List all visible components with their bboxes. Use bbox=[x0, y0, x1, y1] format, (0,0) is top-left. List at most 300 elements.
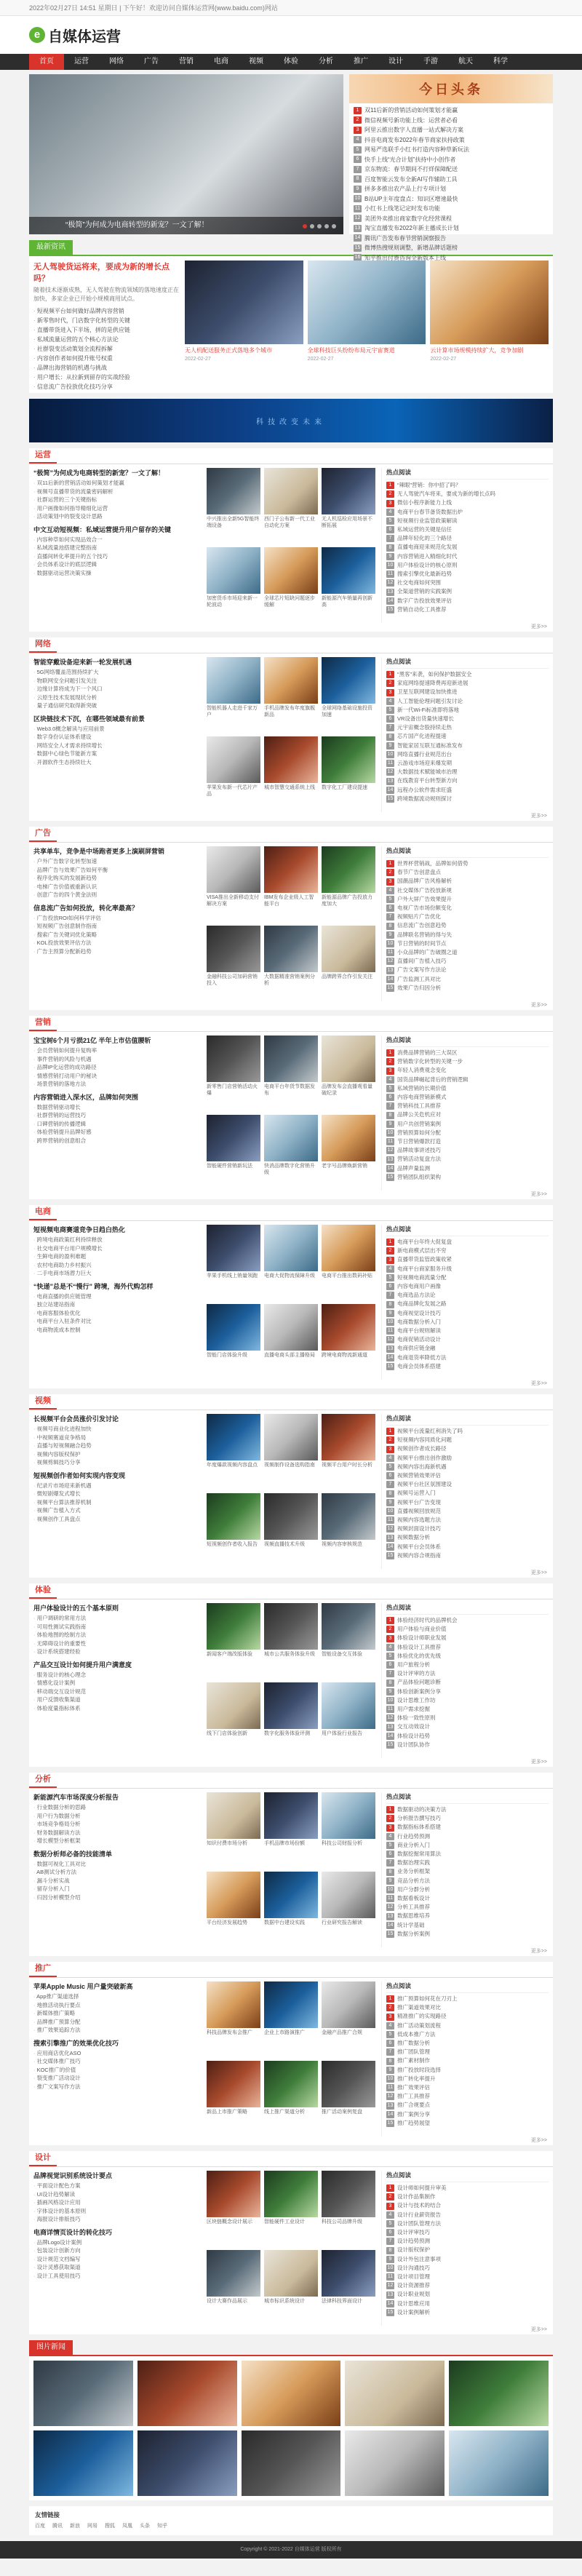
section-list-item[interactable]: · 独立站建站指南 bbox=[33, 1300, 201, 1309]
section-list-item[interactable]: · AB测试分析方法 bbox=[33, 1868, 201, 1877]
tile-caption[interactable]: 视频内容审核规范 bbox=[322, 1542, 362, 1547]
more-link[interactable]: 更多>> bbox=[29, 2136, 553, 2145]
hot-read-item-title[interactable]: 体验设计师职业发展 bbox=[397, 1634, 447, 1642]
section-list-item[interactable]: · 海报设计排版技巧 bbox=[33, 2215, 201, 2224]
hot-read-item-title[interactable]: 营销团队组织架构 bbox=[397, 1173, 441, 1180]
friend-link[interactable]: 头条 bbox=[140, 2524, 150, 2529]
hot-read-item-title[interactable]: 电商视觉设计技巧 bbox=[397, 1309, 441, 1316]
section-list-item[interactable]: · 漏斗分析实战 bbox=[33, 1877, 201, 1885]
hot-read-item[interactable] bbox=[386, 1859, 549, 1867]
section-list-item[interactable]: · 体验营销提升品牌好感 bbox=[33, 1128, 201, 1137]
hot-read-item-title[interactable]: 视频平台推出创作激励 bbox=[397, 1454, 452, 1461]
hot-read-item[interactable] bbox=[386, 1841, 549, 1850]
section-list-item[interactable]: · 用户反馈收集渠道 bbox=[33, 1696, 201, 1704]
hot-read-item[interactable] bbox=[386, 597, 549, 605]
hot-read-item-title[interactable]: 社交媒体广告投放新规 bbox=[397, 886, 452, 894]
tile-image[interactable] bbox=[207, 1981, 260, 2028]
tile-image[interactable] bbox=[264, 468, 318, 514]
latest-card-image[interactable] bbox=[430, 261, 549, 344]
hot-read-item-title[interactable]: 人工智能伦理问题引发讨论 bbox=[397, 697, 463, 704]
slider-dot[interactable] bbox=[332, 224, 336, 228]
hot-read-item-title[interactable]: 设计项目管理 bbox=[397, 2273, 430, 2281]
tile-image[interactable] bbox=[322, 2250, 375, 2297]
more-link[interactable]: 更多>> bbox=[29, 812, 553, 821]
hot-read-item[interactable] bbox=[386, 1146, 549, 1155]
tile-image[interactable] bbox=[264, 1035, 318, 1082]
hot-read-item-title[interactable]: 私域营销的长期价值 bbox=[397, 1084, 447, 1092]
nav-item[interactable]: 运营 bbox=[74, 57, 89, 65]
friend-link[interactable]: 百度 bbox=[35, 2524, 45, 2529]
latest-item[interactable]: · 社群裂变活动策划全流程拆解 bbox=[33, 344, 179, 354]
hot-read-item-title[interactable]: 直播视频回放规范 bbox=[397, 1507, 441, 1514]
hot-read-item[interactable] bbox=[386, 1832, 549, 1841]
hot-read-item[interactable] bbox=[386, 2056, 549, 2065]
hot-read-item-title[interactable]: 营销活动复盘方法 bbox=[397, 1156, 441, 1163]
hot-read-item[interactable] bbox=[386, 1282, 549, 1291]
hot-read-item-title[interactable]: 视频营销效果评估 bbox=[397, 1472, 441, 1479]
section-list-item[interactable]: · 网络安全人才需求持续增长 bbox=[33, 742, 201, 750]
hot-read-item-title[interactable]: 消费品牌营销的三大误区 bbox=[397, 1049, 458, 1056]
hot-read-item[interactable] bbox=[386, 1066, 549, 1075]
hot-read-item-title[interactable]: 设计师如何提升审美 bbox=[397, 2185, 447, 2191]
hot-read-item[interactable] bbox=[386, 561, 549, 570]
tile-caption[interactable]: 城市标识系统设计 bbox=[264, 2299, 305, 2304]
hot-read-item[interactable] bbox=[386, 1714, 549, 1722]
hot-read-item[interactable] bbox=[386, 1507, 549, 1516]
hot-read-item-title[interactable]: 智能家居互联互通标准发布 bbox=[397, 742, 463, 749]
hot-read-item[interactable] bbox=[386, 2237, 549, 2246]
hot-read-item[interactable] bbox=[386, 1427, 549, 1436]
hot-read-item-title[interactable]: 视频贴片广告优化 bbox=[397, 913, 441, 921]
slider-dot[interactable] bbox=[303, 224, 307, 228]
tile-image[interactable] bbox=[207, 547, 260, 594]
hot-read-item[interactable] bbox=[386, 715, 549, 723]
hot-read-item[interactable] bbox=[386, 1318, 549, 1327]
section-list-item[interactable]: · 物联网安全问题引发关注 bbox=[33, 677, 201, 685]
hot-read-item-title[interactable]: 直播间广告植入技巧 bbox=[397, 958, 447, 965]
tile-caption[interactable]: 视频制作设备选购指南 bbox=[264, 1463, 315, 1468]
hot-read-item[interactable] bbox=[386, 1705, 549, 1714]
hot-read-item[interactable] bbox=[386, 921, 549, 930]
hot-read-item[interactable] bbox=[386, 2075, 549, 2083]
tile-image[interactable] bbox=[264, 547, 318, 594]
hot-read-item-title[interactable]: 电商平台规则解读 bbox=[397, 1327, 441, 1335]
section-headline[interactable]: 长视频平台会员涨价引发讨论 bbox=[33, 1415, 119, 1423]
tile-image[interactable] bbox=[264, 2171, 318, 2217]
hot-read-item-title[interactable]: 广告监测工具对比 bbox=[397, 975, 441, 982]
hot-read-item[interactable] bbox=[386, 481, 549, 490]
section-title[interactable]: 分析 bbox=[29, 1773, 57, 1788]
tile-caption[interactable]: 数字化工厂建设提速 bbox=[322, 785, 367, 790]
slider-dot[interactable] bbox=[317, 224, 322, 228]
image-tile[interactable] bbox=[207, 2171, 260, 2246]
hot-read-item[interactable] bbox=[386, 2246, 549, 2254]
hot-read-item-title[interactable]: 设计案例解析 bbox=[397, 2308, 430, 2315]
hot-read-item[interactable] bbox=[386, 1076, 549, 1084]
section-list-item[interactable]: · 视频广告植入方式 bbox=[33, 1506, 201, 1515]
hot-read-item[interactable] bbox=[386, 2201, 549, 2210]
hot-read-item-title[interactable]: 视频平台流量红利消失了吗 bbox=[397, 1428, 463, 1434]
hot-item[interactable] bbox=[354, 194, 549, 204]
image-tile[interactable] bbox=[264, 2250, 318, 2326]
hot-read-item-title[interactable]: 视频数据分析 bbox=[397, 1534, 430, 1541]
tile-caption[interactable]: 视频平台用户时长分析 bbox=[322, 1463, 372, 1468]
section-headline[interactable]: “极简”为何成为电商转型的新宠？一文了解！ bbox=[33, 469, 165, 477]
tile-image[interactable] bbox=[322, 1603, 375, 1650]
section-list-item[interactable]: · 口碑营销的传播逻辑 bbox=[33, 1120, 201, 1129]
section-list-item[interactable]: · 移动端交互设计规范 bbox=[33, 1687, 201, 1696]
tile-caption[interactable]: 新品上市推广策略 bbox=[207, 2110, 247, 2115]
hot-read-item[interactable] bbox=[386, 1634, 549, 1642]
tile-image[interactable] bbox=[264, 846, 318, 893]
hot-item-title[interactable]: 微信视频号新功能上线：运营者必看 bbox=[364, 116, 458, 124]
tile-image[interactable] bbox=[207, 926, 260, 972]
hot-read-item[interactable] bbox=[386, 750, 549, 759]
tile-caption[interactable]: IBM发布企业级人工智能平台 bbox=[264, 895, 314, 907]
image-tile[interactable] bbox=[264, 2061, 318, 2136]
tile-image[interactable] bbox=[322, 1792, 375, 1839]
hot-read-item[interactable] bbox=[386, 2184, 549, 2193]
section-headline[interactable]: 苹果Apple Music 用户量突破新高 bbox=[33, 1983, 133, 1990]
more-link[interactable]: 更多>> bbox=[29, 1380, 553, 1388]
tile-image[interactable] bbox=[207, 1414, 260, 1460]
section-list-item[interactable]: · 推广文案写作方法 bbox=[33, 2083, 201, 2091]
section-list-item[interactable]: · 程序化购买的发展新趋势 bbox=[33, 874, 201, 883]
hot-read-item-title[interactable]: 大数据技术赋能城市治理 bbox=[397, 768, 458, 776]
tile-image[interactable] bbox=[322, 1304, 375, 1351]
section-list-item[interactable]: · 微短剧爆发式增长 bbox=[33, 1490, 201, 1498]
hot-read-item-title[interactable]: 电商数据分析入门 bbox=[397, 1318, 441, 1325]
hot-read-item[interactable] bbox=[386, 1894, 549, 1903]
hot-read-item[interactable] bbox=[386, 1362, 549, 1371]
image-tile[interactable] bbox=[264, 468, 318, 544]
section-headline[interactable]: 短视频电商赛道竞争日趋白热化 bbox=[33, 1226, 126, 1233]
image-tile[interactable] bbox=[264, 1414, 318, 1490]
hot-read-item[interactable] bbox=[386, 957, 549, 966]
tile-caption[interactable]: 智能机器人走进千家万户 bbox=[207, 706, 258, 717]
tile-caption[interactable]: 数字化服务体验评测 bbox=[264, 1731, 310, 1736]
hot-read-item-title[interactable]: 营销预算如何分配 bbox=[397, 1129, 441, 1136]
image-tile[interactable] bbox=[264, 547, 318, 623]
section-list-item[interactable]: · 视频平台算法推荐机制 bbox=[33, 1498, 201, 1507]
tile-caption[interactable]: 智能设备交互体验 bbox=[322, 1652, 362, 1657]
section-list-item[interactable]: · 新媒体推广策略 bbox=[33, 2009, 201, 2018]
section-list-item[interactable]: · KOC推广的价值 bbox=[33, 2066, 201, 2075]
hot-item-title[interactable]: 腾讯广告发布春节营销洞察报告 bbox=[364, 234, 446, 242]
latest-item[interactable]: · 内容创作者如何提升账号权重 bbox=[33, 354, 179, 363]
hot-read-item[interactable] bbox=[386, 2228, 549, 2237]
hero-slider[interactable] bbox=[29, 74, 343, 234]
section-list-item[interactable]: · App推广渠道选择 bbox=[33, 1992, 201, 2001]
nav-item[interactable]: 网络 bbox=[109, 57, 124, 65]
tile-caption[interactable]: 品牌发布会直播观看量破纪录 bbox=[322, 1084, 372, 1096]
hot-read-item-title[interactable]: 竞品分析方法 bbox=[397, 1877, 430, 1884]
image-tile[interactable] bbox=[207, 926, 260, 1001]
hot-item[interactable] bbox=[354, 145, 549, 155]
tile-image[interactable] bbox=[264, 1225, 318, 1271]
nav-item[interactable]: 手游 bbox=[423, 57, 438, 65]
more-link[interactable]: 更多>> bbox=[29, 623, 553, 632]
section-list-item[interactable]: · 可用性测试实践指南 bbox=[33, 1623, 201, 1631]
image-tile[interactable] bbox=[264, 2171, 318, 2246]
image-tile[interactable] bbox=[207, 1225, 260, 1300]
tile-image[interactable] bbox=[264, 1981, 318, 2028]
hot-item[interactable] bbox=[354, 135, 549, 146]
tile-image[interactable] bbox=[322, 1225, 375, 1271]
section-list-item[interactable]: · 视频号直播带货的流量密码解析 bbox=[33, 488, 201, 496]
section-list-item[interactable]: · 数字身份认证体系建设 bbox=[33, 733, 201, 742]
ad-banner[interactable]: 科技改变未来 bbox=[29, 399, 553, 442]
nav-item[interactable]: 视频 bbox=[249, 57, 263, 65]
image-tile[interactable] bbox=[322, 1225, 375, 1300]
image-tile[interactable] bbox=[207, 1603, 260, 1679]
hot-read-item-title[interactable]: 全渠道营销的实践案例 bbox=[397, 588, 452, 595]
hot-read-item-title[interactable]: 远程办公软件需求旺盛 bbox=[397, 786, 452, 793]
hot-read-item-title[interactable]: 营销数字化转型的关键一步 bbox=[397, 1058, 463, 1065]
tile-caption[interactable]: 线上推广渠道分析 bbox=[264, 2110, 305, 2115]
hot-read-item-title[interactable]: 直播电商迎来规范化发展 bbox=[397, 544, 458, 551]
tile-caption[interactable]: 西门子公布新一代工业自动化方案 bbox=[264, 517, 315, 528]
section-headline[interactable]: 用户体验设计的五个基本原则 bbox=[33, 1605, 119, 1612]
hot-read-item-title[interactable]: 卫星互联网建设加快推进 bbox=[397, 688, 458, 696]
hot-item-title[interactable]: 拼多多推出农产品上行专项计划 bbox=[364, 186, 446, 192]
hot-read-item[interactable] bbox=[386, 2281, 549, 2290]
nav-item[interactable]: 首页 bbox=[29, 54, 64, 70]
hot-read-item-title[interactable]: 设计评审的方法 bbox=[397, 1670, 436, 1677]
tile-caption[interactable]: 无人机巡检应用场景不断拓展 bbox=[322, 517, 372, 528]
hot-read-item-title[interactable]: 分析工具推荐 bbox=[397, 1904, 430, 1911]
hot-read-item[interactable] bbox=[386, 2273, 549, 2281]
tile-caption[interactable]: 设计大赛作品展示 bbox=[207, 2299, 247, 2304]
tile-image[interactable] bbox=[207, 846, 260, 893]
image-tile[interactable] bbox=[264, 1304, 318, 1380]
hot-read-item[interactable] bbox=[386, 1335, 549, 1344]
friend-link[interactable]: 凤凰 bbox=[122, 2524, 132, 2529]
section-list-item[interactable]: · 电商客服体验优化 bbox=[33, 1309, 201, 1318]
section-list-item[interactable]: · UI设计趋势解读 bbox=[33, 2190, 201, 2199]
hot-read-item[interactable] bbox=[386, 877, 549, 886]
image-tile[interactable] bbox=[322, 468, 375, 544]
section-list-item[interactable]: · 云原生技术发展现状分析 bbox=[33, 693, 201, 702]
hot-read-item-title[interactable]: 视频创作者成长路径 bbox=[397, 1445, 447, 1452]
tile-caption[interactable]: 电商平台推出数码补贴 bbox=[322, 1273, 372, 1279]
hot-item-title[interactable]: 快手上线“光合计划”扶持中小创作者 bbox=[364, 156, 456, 163]
hot-read-item[interactable] bbox=[386, 913, 549, 921]
tile-caption[interactable]: 企业上市路演推广 bbox=[264, 2030, 305, 2035]
image-tile[interactable] bbox=[264, 736, 318, 812]
hot-read-item-title[interactable]: 新电商模式层出不穷 bbox=[397, 1247, 447, 1255]
hot-read-item-title[interactable]: 电商选品方法论 bbox=[397, 1292, 436, 1299]
hot-read-item-title[interactable]: 设计团队管理方法 bbox=[397, 2219, 441, 2227]
hot-read-item-title[interactable]: 视频平台会员体系 bbox=[397, 1543, 441, 1550]
image-tile[interactable] bbox=[322, 846, 375, 922]
nav-item[interactable]: 推广 bbox=[354, 57, 368, 65]
section-list-item[interactable]: · 体验度量指标体系 bbox=[33, 1704, 201, 1713]
hot-read-item-title[interactable]: 国潮品牌广告风格解析 bbox=[397, 878, 452, 885]
image-tile[interactable] bbox=[322, 2250, 375, 2326]
hot-item-title[interactable]: 美团外卖推出商家数字化经营课程 bbox=[364, 215, 452, 222]
tile-image[interactable] bbox=[322, 1872, 375, 1918]
hot-read-item[interactable] bbox=[386, 1164, 549, 1173]
more-link[interactable]: 更多>> bbox=[29, 1190, 553, 1199]
hot-read-item[interactable] bbox=[386, 1353, 549, 1362]
hot-read-item[interactable] bbox=[386, 1850, 549, 1859]
hot-read-item[interactable] bbox=[386, 2119, 549, 2128]
hot-read-item[interactable] bbox=[386, 1309, 549, 1318]
tile-caption[interactable]: 科技公司财报分析 bbox=[322, 1841, 362, 1846]
hot-read-item-title[interactable]: 春节广告创意盘点 bbox=[397, 869, 441, 876]
nav-item[interactable]: 航天 bbox=[458, 57, 473, 65]
tile-caption[interactable]: 新能源汽车销量再创新高 bbox=[322, 596, 372, 608]
section-list-item[interactable]: · 市场竞争格局分析 bbox=[33, 1820, 201, 1829]
image-tile[interactable] bbox=[207, 468, 260, 544]
image-tile[interactable] bbox=[322, 1304, 375, 1380]
hot-item-title[interactable]: 淘宝直播发布2022年新主播成长计划 bbox=[364, 225, 459, 231]
hot-item-title[interactable]: 阿里云推出数字人直播一站式解决方案 bbox=[364, 127, 463, 133]
tile-image[interactable] bbox=[264, 736, 318, 783]
hot-read-item[interactable] bbox=[386, 2022, 549, 2030]
hot-read-item[interactable] bbox=[386, 1102, 549, 1110]
logo[interactable] bbox=[29, 16, 553, 54]
hot-read-item[interactable] bbox=[386, 1543, 549, 1551]
tile-caption[interactable]: 手机品牌发布年度旗舰新品 bbox=[264, 706, 315, 717]
hot-read-item[interactable] bbox=[386, 2012, 549, 2021]
section-list-item[interactable]: · 情感化设计案例 bbox=[33, 1679, 201, 1687]
tile-caption[interactable]: 大数据精准营销案例分析 bbox=[264, 974, 315, 986]
hot-read-item-title[interactable]: 数据分析案例 bbox=[397, 1930, 430, 1937]
hot-item[interactable] bbox=[354, 234, 549, 244]
hot-read-item[interactable] bbox=[386, 742, 549, 750]
hot-read-item[interactable] bbox=[386, 1489, 549, 1498]
latest-item[interactable]: · 新零售时代，门店数字化转型的关键 bbox=[33, 316, 179, 325]
hot-read-item-title[interactable]: 数据指标体系搭建 bbox=[397, 1824, 441, 1831]
hot-read-item-title[interactable]: 电商促销活动设计 bbox=[397, 1336, 441, 1343]
hot-read-item[interactable] bbox=[386, 1661, 549, 1669]
image-tile[interactable] bbox=[322, 1872, 375, 1947]
hot-read-item[interactable] bbox=[386, 1995, 549, 2003]
image-tile[interactable] bbox=[207, 1035, 260, 1111]
hot-item-title[interactable]: 知乎推出付费咨询全新版本上线 bbox=[364, 254, 446, 261]
section-list-item[interactable]: · 社交电商平台用户规模增长 bbox=[33, 1244, 201, 1253]
hot-read-item[interactable] bbox=[386, 1533, 549, 1542]
tile-image[interactable] bbox=[207, 1035, 260, 1082]
tile-caption[interactable]: 城市智慧交通系统上线 bbox=[264, 785, 315, 790]
tile-caption[interactable]: 城市公共服务体验升级 bbox=[264, 1652, 315, 1657]
hot-read-item-title[interactable]: 产品体验问题诊断 bbox=[397, 1679, 441, 1686]
section-list-item[interactable]: · 直播间转化率提升的五个技巧 bbox=[33, 552, 201, 561]
hot-read-item-title[interactable]: 内容电商营销新模式 bbox=[397, 1094, 447, 1101]
section-title[interactable]: 营销 bbox=[29, 1016, 57, 1031]
hot-read-item-title[interactable]: 体验设计工具推荐 bbox=[397, 1643, 441, 1650]
image-tile[interactable] bbox=[264, 1035, 318, 1111]
hot-read-item[interactable] bbox=[386, 1643, 549, 1652]
hot-read-item[interactable] bbox=[386, 1687, 549, 1696]
hot-read-item-title[interactable]: 用户需求挖掘 bbox=[397, 1706, 430, 1713]
hot-read-item-title[interactable]: 推广合规要点 bbox=[397, 2102, 430, 2109]
section-list-item[interactable]: · 品牌IP化运营的成功路径 bbox=[33, 1063, 201, 1072]
hot-read-item-title[interactable]: 设计资源推荐 bbox=[397, 2282, 430, 2289]
tile-caption[interactable]: 全球芯片短缺问题逐步缓解 bbox=[264, 596, 315, 608]
tile-caption[interactable]: 新零售门店营销活动火爆 bbox=[207, 1084, 258, 1096]
hot-read-item-title[interactable]: 品牌年轻化的三个路径 bbox=[397, 535, 452, 542]
tile-image[interactable] bbox=[207, 2171, 260, 2217]
hot-read-item[interactable] bbox=[386, 2308, 549, 2317]
tile-caption[interactable]: 中兴推出全新5G智能终端设备 bbox=[207, 517, 260, 528]
section-list-item[interactable]: · 电商物流成本控制 bbox=[33, 1326, 201, 1335]
pic-news-image[interactable] bbox=[137, 2430, 237, 2496]
image-tile[interactable] bbox=[207, 657, 260, 733]
image-tile[interactable] bbox=[264, 1682, 318, 1758]
hot-read-item-title[interactable]: 国货品牌崛起背后的营销逻辑 bbox=[397, 1076, 469, 1083]
tile-caption[interactable]: 线下门店体验创新 bbox=[207, 1731, 247, 1736]
latest-card[interactable] bbox=[185, 261, 303, 389]
hot-read-item-title[interactable]: 品牌联名营销的得与失 bbox=[397, 931, 452, 938]
section-list-item[interactable]: · 社群运营的三个关键指标 bbox=[33, 496, 201, 504]
hot-read-item-title[interactable]: 品牌公关危机应对 bbox=[397, 1111, 441, 1118]
hot-read-item[interactable] bbox=[386, 1110, 549, 1119]
pic-news-image[interactable] bbox=[33, 2430, 133, 2496]
hot-read-item-title[interactable]: 电商平台春节备货数据出炉 bbox=[397, 508, 463, 515]
image-tile[interactable] bbox=[322, 926, 375, 1001]
section-list-item[interactable]: · 无障碍设计的重要性 bbox=[33, 1639, 201, 1648]
section-list-item[interactable]: · 品牌Logo设计案例 bbox=[33, 2238, 201, 2247]
section-list-item[interactable]: · 电商直播的供应链管理 bbox=[33, 1292, 201, 1301]
hot-read-item-title[interactable]: 推广团队管理 bbox=[397, 2048, 430, 2056]
hot-read-item-title[interactable]: 视频平台社区氛围建设 bbox=[397, 1481, 452, 1488]
tile-image[interactable] bbox=[322, 846, 375, 893]
hot-read-item-title[interactable]: 体验设计趋势 bbox=[397, 1732, 430, 1739]
section-list-item[interactable]: · 设计系统搭建经验 bbox=[33, 1647, 201, 1656]
pic-news-image[interactable] bbox=[449, 2361, 549, 2426]
hot-read-item[interactable] bbox=[386, 490, 549, 498]
image-tile[interactable] bbox=[264, 1603, 318, 1679]
image-tile[interactable] bbox=[207, 2250, 260, 2326]
hot-read-item[interactable] bbox=[386, 1291, 549, 1300]
section-list-item[interactable]: · 广告主预算分配新趋势 bbox=[33, 947, 201, 956]
hot-read-item[interactable] bbox=[386, 697, 549, 706]
section-list-item[interactable]: · 社交媒体推广技巧 bbox=[33, 2057, 201, 2066]
hot-item-title[interactable]: 小红书上线笔记定时发布功能 bbox=[364, 205, 440, 212]
hot-read-item[interactable] bbox=[386, 1741, 549, 1749]
tile-image[interactable] bbox=[207, 1872, 260, 1918]
section-list-item[interactable]: · 设计工具使用技巧 bbox=[33, 2272, 201, 2281]
hot-read-item[interactable] bbox=[386, 1255, 549, 1264]
image-tile[interactable] bbox=[264, 1115, 318, 1190]
hot-read-item-title[interactable]: 搜索引擎优化最新趋势 bbox=[397, 571, 452, 578]
hot-read-item-title[interactable]: 商业分析入门 bbox=[397, 1841, 430, 1848]
hot-read-item[interactable] bbox=[386, 795, 549, 803]
hot-read-item-title[interactable]: 推广数据分析 bbox=[397, 2040, 430, 2047]
tile-caption[interactable]: 加密货币市场迎来新一轮波动 bbox=[207, 596, 258, 608]
hot-read-item-title[interactable]: 设计作品集制作 bbox=[397, 2193, 436, 2201]
hot-read-item[interactable] bbox=[386, 1669, 549, 1678]
tile-caption[interactable]: 行业研究报告解读 bbox=[322, 1920, 362, 1925]
section-headline[interactable]: 新能源汽车市场深度分析报告 bbox=[33, 1794, 119, 1801]
hot-read-item-title[interactable]: 云游戏市场迎来爆发期 bbox=[397, 760, 452, 767]
image-tile[interactable] bbox=[322, 547, 375, 623]
hot-read-item[interactable] bbox=[386, 1885, 549, 1894]
hot-read-item-title[interactable]: 芯片国产化进程提速 bbox=[397, 733, 447, 740]
hot-read-item[interactable] bbox=[386, 1625, 549, 1634]
section-title[interactable]: 广告 bbox=[29, 827, 57, 842]
tile-caption[interactable]: 全球网络基础设施投资加速 bbox=[322, 706, 372, 717]
hot-read-item[interactable] bbox=[386, 1471, 549, 1480]
image-tile[interactable] bbox=[207, 547, 260, 623]
hot-read-item[interactable] bbox=[386, 1696, 549, 1705]
tile-caption[interactable]: 数据中台建设实践 bbox=[264, 1920, 305, 1925]
image-tile[interactable] bbox=[322, 736, 375, 812]
tile-caption[interactable]: 手机品牌市场份额 bbox=[264, 1841, 305, 1846]
